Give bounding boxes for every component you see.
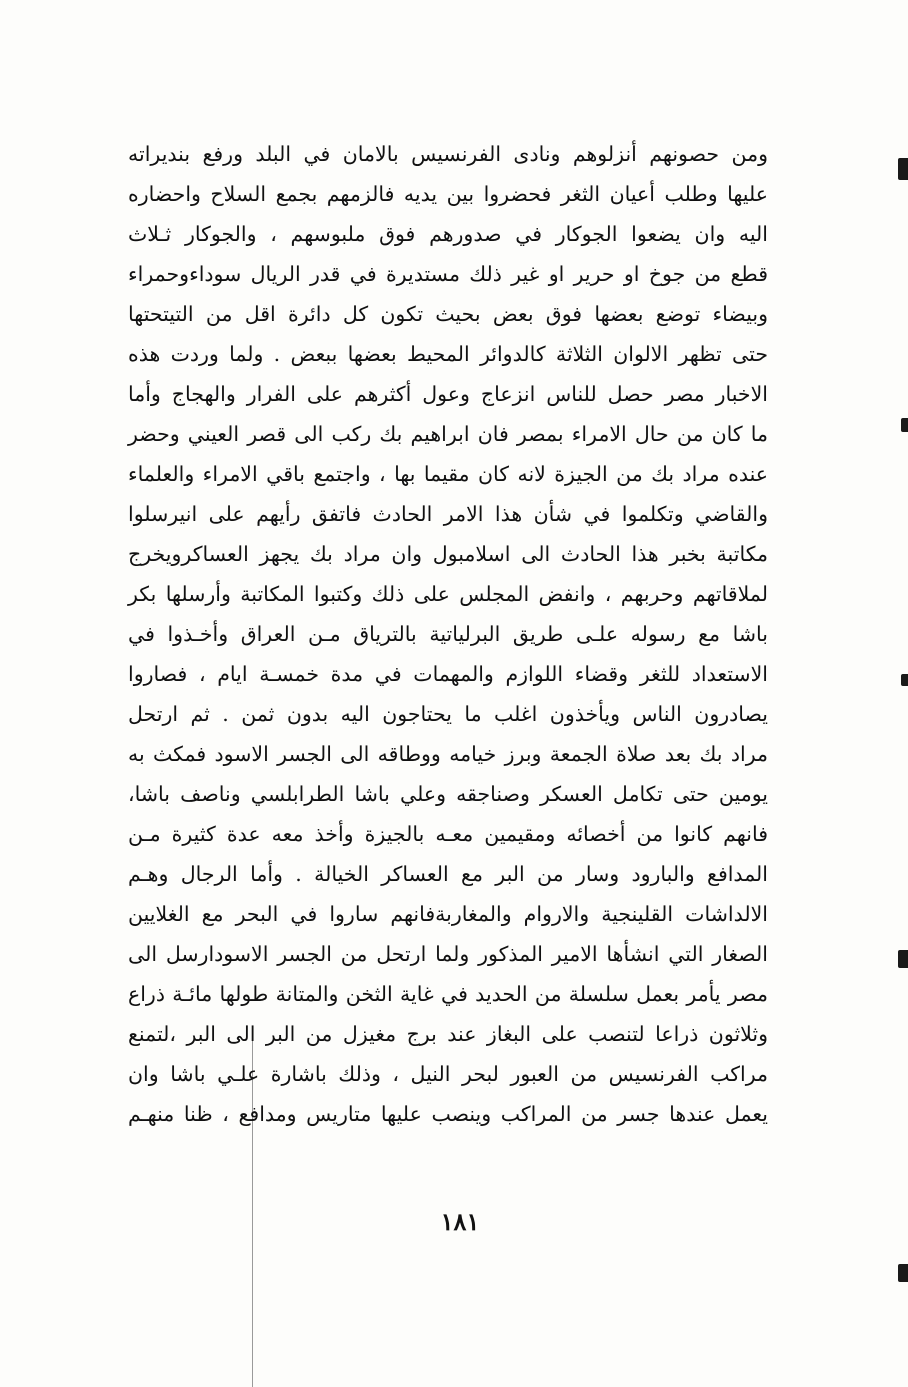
text-line: حتى تظهر الالوان الثلاثة كالدوائر المحيط بعضها ببعض . ولما وردت هذه (128, 342, 768, 366)
text-line: الالداشات القلينجية والاروام والمغاربةفانهم ساروا في البحر مع الغلايين (128, 902, 768, 926)
text-line: مراكب الفرنسيس من العبور لبحر النيل ، وذلك باشارة علـي باشا وان (128, 1062, 768, 1086)
binding-mark-2 (901, 418, 908, 432)
text-line: باشا مع رسوله علـى طريق البرلياتية بالترياق مـن العراق وأخـذوا في (128, 622, 768, 646)
text-line: عليها وطلب أعيان الثغر فحضروا بين يديه فالزمهم بجمع السلاح واحضاره (128, 182, 768, 206)
text-line: ما كان من حال الامراء بمصر فان ابراهيم بك ركب الى قصر العيني وحضر (128, 422, 768, 446)
text-line: ومن حصونهم أنزلوهم ونادى الفرنسيس بالامان في البلد ورفع بنديراته (128, 142, 768, 166)
text-line: اليه وان يضعوا الجوكار في صدورهم فوق ملبوسهم ، والجوكار ثـلاث (128, 222, 768, 246)
binding-mark-1 (898, 158, 908, 180)
text-line: وثلاثون ذراعا لتنصب على البغاز عند برج مغيزل من البر الى البر ،لتمنع (128, 1022, 768, 1046)
text-line: والقاضي وتكلموا في شأن هذا الامر الحادث فاتفق رأيهم على انيرسلوا (128, 502, 768, 526)
text-line: الاخبار مصر حصل للناس انزعاج وعول أكثرهم على الفرار والهجاج وأما (128, 382, 768, 406)
text-line: فانهم كانوا من أخصائه ومقيمين معـه بالجيزة وأخذ معه عدة كثيرة مـن (128, 822, 768, 846)
binding-mark-4 (898, 950, 908, 968)
text-line: الصغار التي انشأها الامير المذكور ولما ارتحل من الجسر الاسودارسل الى (128, 942, 768, 966)
text-line: يصادرون الناس ويأخذون اغلب ما يحتاجون اليه بدون ثمن . ثم ارتحل (128, 702, 768, 726)
text-line: مراد بك بعد صلاة الجمعة وبرز خيامه ووطاقه الى الجسر الاسود فمكث به (128, 742, 768, 766)
binding-mark-3 (901, 674, 908, 686)
binding-mark-5 (898, 1264, 908, 1282)
page-number: ١٨١ (440, 1207, 480, 1236)
body-text (128, 134, 768, 1134)
text-line: يعمل عندها جسر من المراكب وينصب عليها متاريس ومدافع ، ظنا منهـم (128, 1102, 768, 1126)
text-line: يومين حتى تكامل العسكر وصناجقه وعلي باشا الطرابلسي وناصف باشا، (128, 782, 768, 806)
text-line: مكاتبة بخبر هذا الحادث الى اسلامبول وان مراد بك يجهز العساكرويخرج (128, 542, 768, 566)
text-line: لملاقاتهم وحربهم ، وانفض المجلس على ذلك وكتبوا المكاتبة وأرسلها بكر (128, 582, 768, 606)
text-line: وبيضاء توضع بعضها فوق بعض بحيث تكون كل دائرة اقل من التيتحتها (128, 302, 768, 326)
text-line: عنده مراد بك من الجيزة لانه كان مقيما بها ، واجتمع باقي الامراء والعلماء (128, 462, 768, 486)
text-line: قطع من جوخ او حرير او غير ذلك مستديرة في قدر الريال سوداءوحمراء (128, 262, 768, 286)
text-line: مصر يأمر بعمل سلسلة من الحديد في غاية الثخن والمتانة طولها مائـة ذراع (128, 982, 768, 1006)
text-line: المدافع والبارود وسار من البر مع العساكر الخيالة . وأما الرجال وهـم (128, 862, 768, 886)
text-line: الاستعداد للثغر وقضاء اللوازم والمهمات في مدة خمسـة ايام ، فصاروا (128, 662, 768, 686)
